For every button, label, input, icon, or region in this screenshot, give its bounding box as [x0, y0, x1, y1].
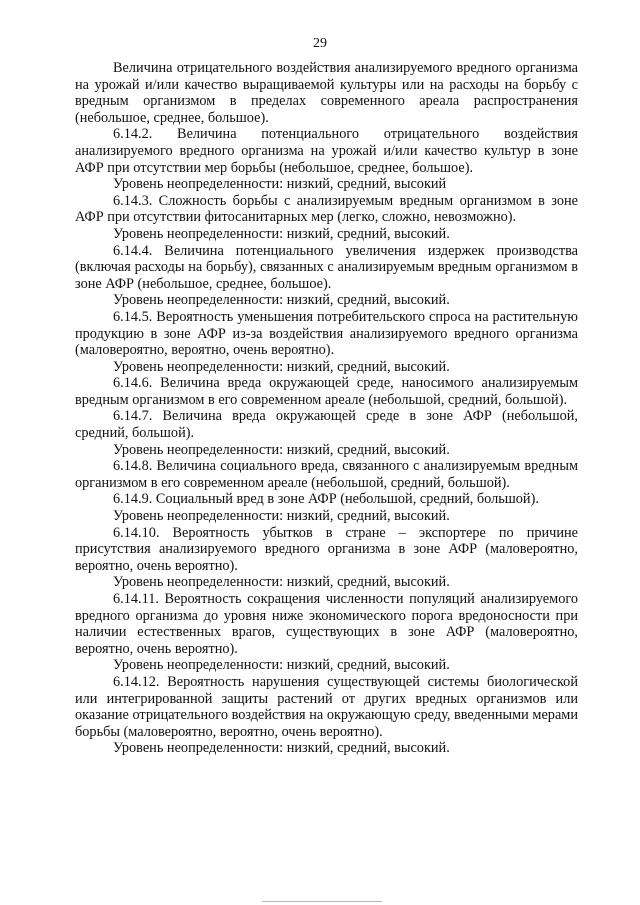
uncertainty-level-6-14-3: Уровень неопределенности: низкий, средний, высокий.	[113, 225, 450, 242]
paragraph-6-14-3: 6.14.3. Сложность борьбы с анализируемым вредным организмом в зоне АФР при отсутствии фитосанитарных мер (легко, сложно, невозможно).	[75, 192, 578, 226]
uncertainty-level-6-14-7: Уровень неопределенности: низкий, средний, высокий.	[113, 441, 450, 458]
scan-artifact-line	[262, 901, 382, 902]
document-body	[75, 60, 578, 757]
paragraph-6-14-4: 6.14.4. Величина потенциального увеличения издержек производства (включая расходы на борьбу), связанных с анализируемым вредным организмом в зоне АФР (небольшое, среднее, большое).	[75, 242, 578, 292]
uncertainty-level-6-14-2: Уровень неопределенности: низкий, средний, высокий	[113, 176, 447, 193]
paragraph-6-14-6: 6.14.6. Величина вреда окружающей среде, наносимого анализируемым вредным организмом в его современном ареале (небольшой, средний, большой).	[75, 375, 578, 408]
paragraph-6-14-9: 6.14.9. Социальный вред в зоне АФР (небольшой, средний, большой).	[113, 491, 539, 508]
paragraph-6-14-2: 6.14.2. Величина потенциального отрицательного воздействия анализируемого вредного организма на урожай и/или качество культур в зоне АФР при отсутствии мер борьбы (небольшое, среднее, большое).	[75, 126, 578, 176]
uncertainty-level-6-14-11: Уровень неопределенности: низкий, средний, высокий.	[113, 657, 450, 674]
uncertainty-level-6-14-5: Уровень неопределенности: низкий, средний, высокий.	[113, 358, 450, 375]
uncertainty-level-6-14-12: Уровень неопределенности: низкий, средний, высокий.	[113, 740, 450, 757]
paragraph-6-14-5: 6.14.5. Вероятность уменьшения потребительского спроса на растительную продукцию в зоне АФР из-за воздействия анализируемого вредного организма (маловероятно, вероятно, очень вероятно).	[75, 308, 578, 359]
paragraph-harm-current-range: Величина отрицательного воздействия анализируемого вредного организма на урожай и/или качество выращиваемой культуры или на расходы на борьбу с вредным организмом в пределах современного ареала распространения (небольшое, среднее, большое).	[75, 60, 578, 126]
paragraph-6-14-10: 6.14.10. Вероятность убытков в стране – экспортере по причине присутствия анализируемого вредного организма в зоне АФР (маловероятно, вероятно, очень вероятно).	[75, 524, 578, 574]
page-number: 29	[313, 36, 327, 51]
paragraph-6-14-11: 6.14.11. Вероятность сокращения численности популяций анализируемого вредного организма до уровня ниже экономического порога вредоносности при наличии естественных врагов, существующих в зоне АФР (маловероятно, вероятно, очень вероятно).	[75, 591, 578, 657]
paragraph-6-14-8: 6.14.8. Величина социального вреда, связанного с анализируемым вредным организмом в его современном ареале (небольшой, средний, большой).	[75, 458, 578, 491]
paragraph-6-14-12: 6.14.12. Вероятность нарушения существующей системы биологической или интегрированной защиты растений от других вредных организмов или оказание отрицательного воздействия на окружающую среду, введенными мерами борьбы (маловероятно, вероятно, очень вероятно).	[75, 673, 578, 740]
uncertainty-level-6-14-4: Уровень неопределенности: низкий, средний, высокий.	[113, 292, 450, 309]
paragraph-6-14-7: 6.14.7. Величина вреда окружающей среде в зоне АФР (небольшой, средний, большой).	[75, 408, 578, 442]
uncertainty-level-6-14-9: Уровень неопределенности: низкий, средний, высокий.	[113, 508, 450, 525]
uncertainty-level-6-14-10: Уровень неопределенности: низкий, средний, высокий.	[113, 574, 450, 591]
